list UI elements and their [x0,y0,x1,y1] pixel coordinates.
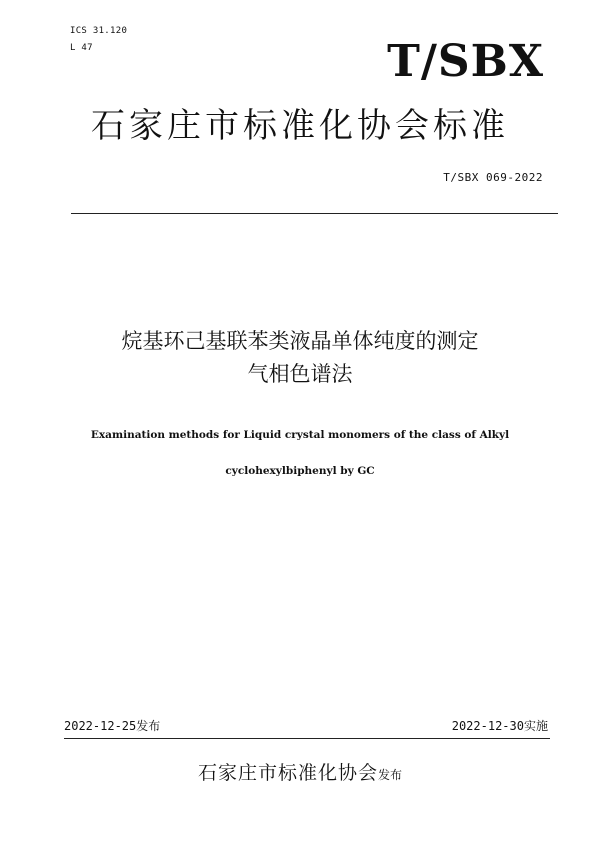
publisher-line [0,758,600,785]
publisher-suffix: 发布 [378,768,403,782]
title-en-line1: Examination methods for Liquid crystal monomers of the class of Alkyl [90,429,510,441]
issue-label: 发布 [136,719,161,733]
implement-date: 2022-12-30 [451,719,524,733]
organization-title: 石家庄市标准化协会标准 [91,106,509,146]
implement-date-block [452,717,548,734]
title-en-line2: cyclohexylbiphenyl by GC [225,465,375,477]
standard-number: T/SBX 069-2022 [443,171,543,184]
issue-date: 2022-12-25 [64,719,137,733]
implement-label: 实施 [523,719,548,733]
header-divider [71,213,558,214]
ics-code: ICS 31.120 [70,26,128,36]
document-title-zh [0,325,600,391]
footer-divider [64,738,550,739]
classification-code: L 47 [70,43,93,53]
standard-logo: T/SBX [387,36,544,87]
title-zh-line1: 烷基环己基联苯类液晶单体纯度的测定 [121,329,479,353]
document-title-en [0,417,600,489]
publisher-name: 石家庄市标准化协会 [197,762,378,784]
issue-date-block [64,717,160,734]
title-zh-line2: 气相色谱法 [247,362,353,386]
